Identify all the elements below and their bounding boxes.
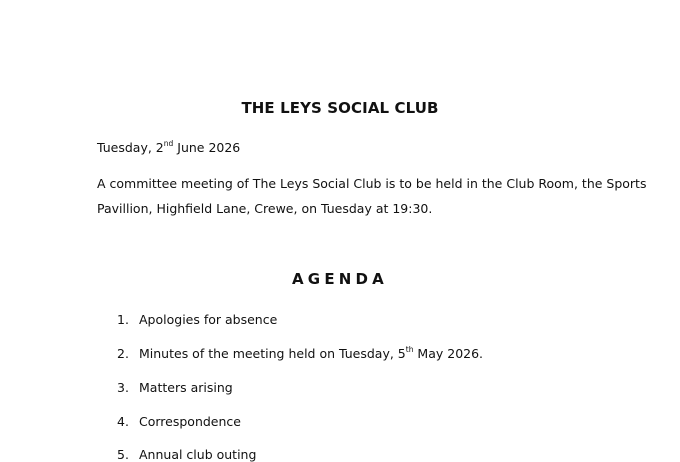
agenda-item-number: 5. — [117, 447, 129, 462]
agenda-item-text-before: Minutes of the meeting held on Tuesday, 5 — [139, 346, 406, 361]
agenda-item-number: 2. — [117, 346, 129, 361]
agenda-item-text-after: May 2026. — [413, 346, 484, 361]
meeting-date — [97, 140, 240, 155]
document-title: THE LEYS SOCIAL CLUB — [241, 99, 439, 117]
agenda-item-number: 1. — [117, 312, 129, 327]
agenda-heading: AGENDA — [292, 270, 388, 288]
intro-paragraph-line-1: A committee meeting of The Leys Social Club is to be held in the Club Room, the Sports — [97, 176, 647, 191]
agenda-item-ordinal-suffix: th — [405, 345, 414, 354]
agenda-item-text: Apologies for absence — [139, 312, 278, 327]
agenda-item-number: 3. — [117, 380, 129, 395]
agenda-item-number: 4. — [117, 414, 129, 429]
date-month-year: June 2026 — [173, 140, 241, 155]
agenda-item-text — [139, 346, 483, 361]
agenda-item-text: Annual club outing — [139, 447, 257, 462]
agenda-item-text: Correspondence — [139, 414, 241, 429]
agenda-item-text: Matters arising — [139, 380, 233, 395]
intro-paragraph-line-2: Pavillion, Highfield Lane, Crewe, on Tuesday at 19:30. — [97, 201, 433, 216]
date-ordinal-suffix: nd — [163, 139, 174, 148]
date-weekday-day: Tuesday, 2 — [97, 140, 164, 155]
